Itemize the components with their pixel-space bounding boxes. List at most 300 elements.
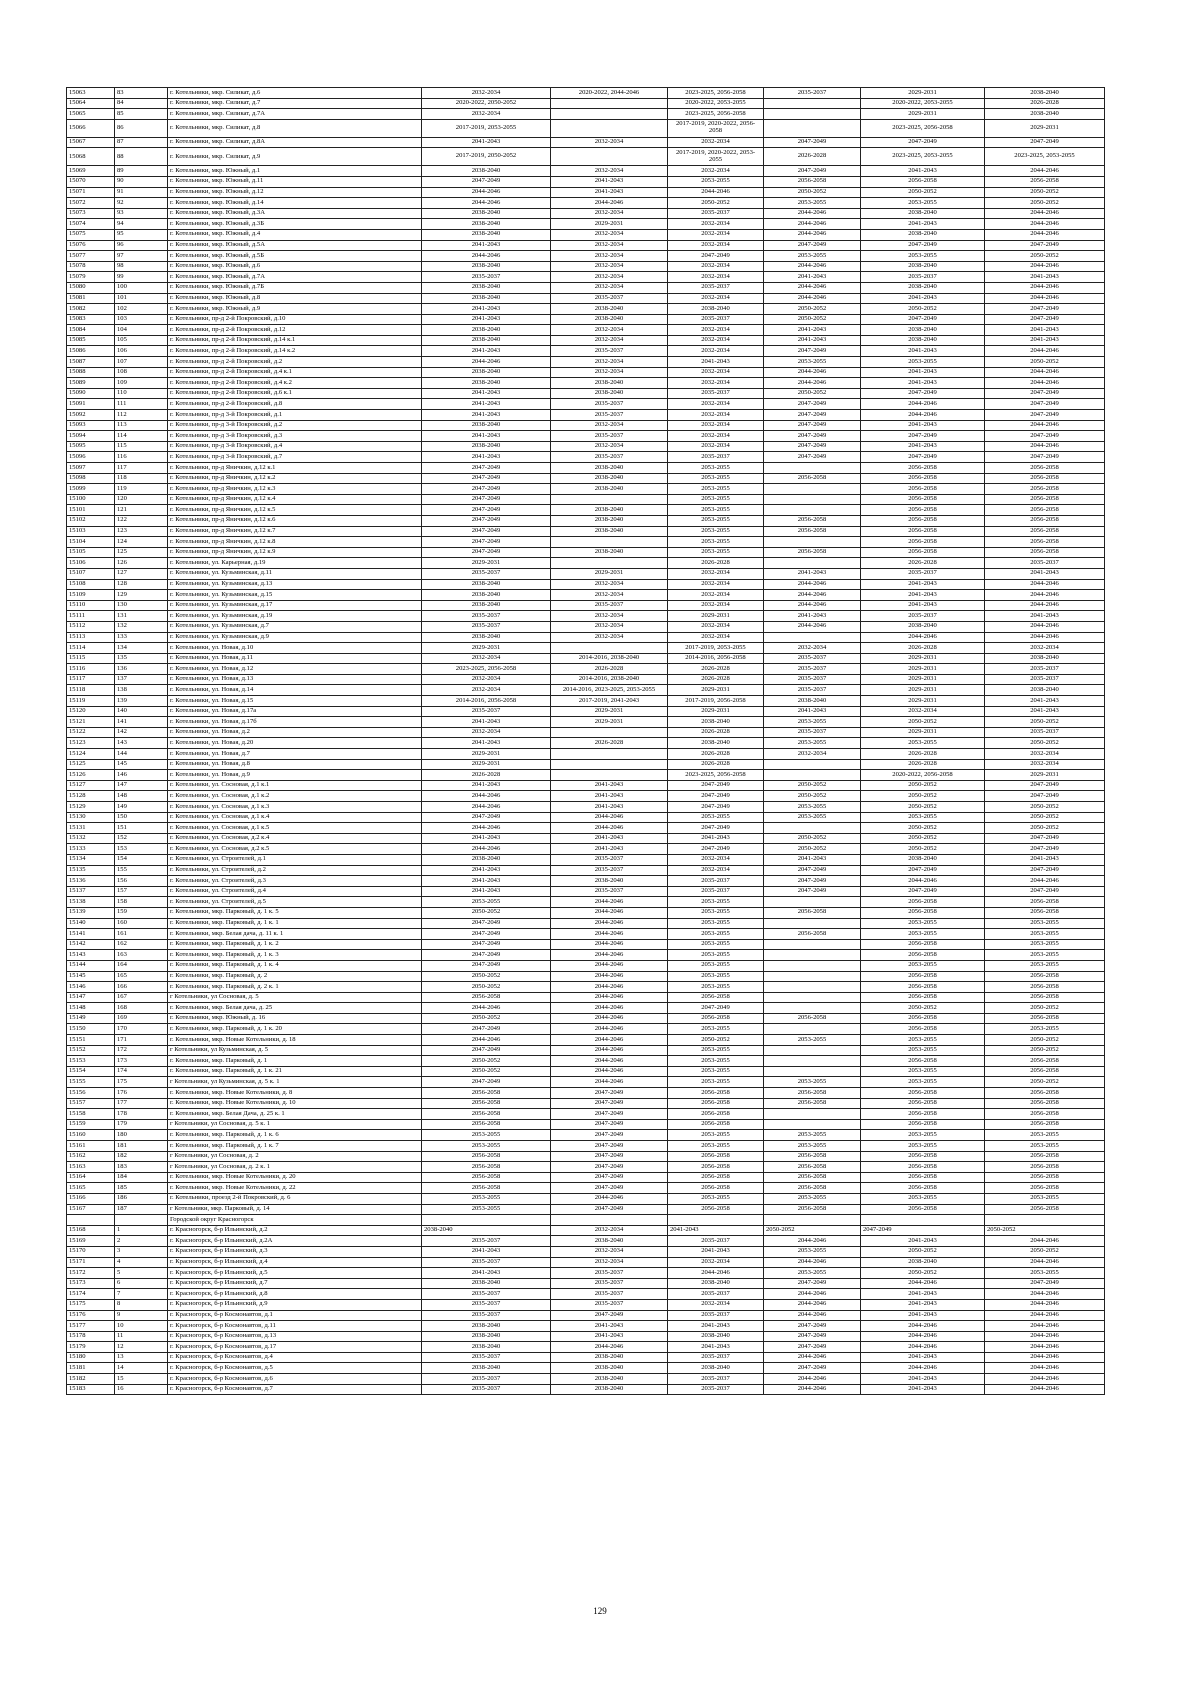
period-4-cell: 2047-2049 — [764, 1342, 861, 1353]
record-number-cell: 15174 — [67, 1289, 115, 1300]
period-2-cell: 2032-2034 — [551, 441, 668, 452]
item-index-cell: 132 — [115, 621, 168, 632]
period-3-cell: 2041-2043 — [668, 1246, 764, 1257]
item-index-cell: 179 — [115, 1119, 168, 1130]
period-1-cell: 2038-2040 — [422, 1225, 551, 1236]
period-6-cell: 2047-2049 — [985, 844, 1105, 855]
period-3-cell: 2053-2055 — [668, 526, 764, 537]
period-2-cell: 2047-2049 — [551, 1183, 668, 1194]
address-cell: г. Котельники, мкр. Силикат, д.7А — [168, 109, 422, 120]
period-3-cell: 2032-2034 — [668, 600, 764, 611]
period-6-cell: 2044-2046 — [985, 1342, 1105, 1353]
table-row — [67, 1278, 1105, 1289]
table-row — [67, 918, 1105, 929]
period-6-cell: 2050-2052 — [985, 738, 1105, 749]
period-4-cell: 2056-2058 — [764, 929, 861, 940]
table-row — [67, 971, 1105, 982]
item-index-cell: 136 — [115, 664, 168, 675]
period-4-cell: 2056-2058 — [764, 1183, 861, 1194]
period-3-cell: 2032-2034 — [668, 1257, 764, 1268]
period-4-cell: 2044-2046 — [764, 1299, 861, 1310]
period-2-cell: 2032-2034 — [551, 1246, 668, 1257]
period-2-cell: 2035-2037 — [551, 1299, 668, 1310]
period-4-cell: 2044-2046 — [764, 367, 861, 378]
record-number-cell: 15099 — [67, 484, 115, 495]
period-3-cell: 2050-2052 — [668, 198, 764, 209]
period-4-cell — [764, 558, 861, 569]
record-number-cell: 15130 — [67, 812, 115, 823]
address-cell: г. Котельники, пр-д 3-й Покровский, д.3 — [168, 431, 422, 442]
period-5-cell: 2056-2058 — [861, 1162, 985, 1173]
item-index-cell: 145 — [115, 759, 168, 770]
period-5-cell: 2041-2043 — [861, 441, 985, 452]
record-number-cell: 15068 — [67, 148, 115, 166]
period-5-cell: 2023-2025, 2053-2055 — [861, 148, 985, 166]
period-1-cell: 2050-2052 — [422, 982, 551, 993]
period-5-cell: 2053-2055 — [861, 812, 985, 823]
item-index-cell: 170 — [115, 1024, 168, 1035]
period-1-cell: 2029-2031 — [422, 643, 551, 654]
period-3-cell: 2041-2043 — [668, 1342, 764, 1353]
period-3-cell: 2053-2055 — [668, 897, 764, 908]
period-6-cell: 2041-2043 — [985, 325, 1105, 336]
address-cell: г. Котельники, пр-д 2-й Покровский, д.2 — [168, 357, 422, 368]
period-3-cell: 2035-2037 — [668, 452, 764, 463]
item-index-cell: 125 — [115, 547, 168, 558]
period-2-cell — [551, 148, 668, 166]
address-cell: г. Котельники, мкр. Южный, д.4 — [168, 229, 422, 240]
period-4-cell — [764, 971, 861, 982]
record-number-cell: 15063 — [67, 88, 115, 99]
period-1-cell: 2047-2049 — [422, 950, 551, 961]
period-1-cell: 2044-2046 — [422, 844, 551, 855]
period-2-cell: 2038-2040 — [551, 473, 668, 484]
period-2-cell: 2038-2040 — [551, 505, 668, 516]
record-number-cell: 15126 — [67, 770, 115, 781]
period-1-cell: 2035-2037 — [422, 611, 551, 622]
item-index-cell: 5 — [115, 1268, 168, 1279]
period-5-cell: 2035-2037 — [861, 272, 985, 283]
period-3-cell: 2053-2055 — [668, 1130, 764, 1141]
period-3-cell: 2047-2049 — [668, 844, 764, 855]
period-4-cell: 2056-2058 — [764, 1151, 861, 1162]
item-index-cell: 1 — [115, 1225, 168, 1236]
period-5-cell: 2029-2031 — [861, 88, 985, 99]
period-2-cell: 2044-2046 — [551, 982, 668, 993]
period-6-cell: 2050-2052 — [985, 1077, 1105, 1088]
period-3-cell: 2035-2037 — [668, 1310, 764, 1321]
record-number-cell: 15152 — [67, 1045, 115, 1056]
record-number-cell: 15123 — [67, 738, 115, 749]
address-cell: г. Котельники, пр-д Яничкин, д.12 к.2 — [168, 473, 422, 484]
period-5-cell: 2038-2040 — [861, 621, 985, 632]
period-3-cell: 2053-2055 — [668, 812, 764, 823]
table-row — [67, 621, 1105, 632]
period-4-cell: 2053-2055 — [764, 1035, 861, 1046]
period-6-cell: 2047-2049 — [985, 1278, 1105, 1289]
address-cell: г. Котельники, пр-д Яничкин, д.12 к.9 — [168, 547, 422, 558]
period-5-cell: 2053-2055 — [861, 1045, 985, 1056]
record-number-cell: 15080 — [67, 282, 115, 293]
period-6-cell: 2044-2046 — [985, 1321, 1105, 1332]
address-cell: г. Котельники, мкр. Южный, д.3Б — [168, 219, 422, 230]
period-3-cell: 2038-2040 — [668, 1363, 764, 1374]
record-number-cell: 15163 — [67, 1162, 115, 1173]
record-number-cell: 15081 — [67, 293, 115, 304]
item-index-cell: 186 — [115, 1193, 168, 1204]
period-5-cell: 2038-2040 — [861, 335, 985, 346]
period-5-cell: 2041-2043 — [861, 1310, 985, 1321]
address-cell: г. Котельники, мкр. Силикат, д.7 — [168, 98, 422, 109]
address-cell: г. Котельники, пр-д 3-й Покровский, д.7 — [168, 452, 422, 463]
period-4-cell: 2044-2046 — [764, 229, 861, 240]
period-6-cell: 2044-2046 — [985, 876, 1105, 887]
period-2-cell: 2029-2031 — [551, 219, 668, 230]
address-cell: г. Котельники, пр-д Яничкин, д.12 к.8 — [168, 537, 422, 548]
table-row — [67, 1193, 1105, 1204]
period-2-cell: 2047-2049 — [551, 1151, 668, 1162]
period-5-cell: 2038-2040 — [861, 1257, 985, 1268]
period-1-cell: 2038-2040 — [422, 441, 551, 452]
address-cell: г. Котельники, ул. Новая, д.12 — [168, 664, 422, 675]
address-cell: г. Котельники, мкр. Южный, д.5А — [168, 240, 422, 251]
period-5-cell: 2047-2049 — [861, 452, 985, 463]
period-5-cell: 2044-2046 — [861, 399, 985, 410]
period-1-cell: 2047-2049 — [422, 960, 551, 971]
period-3-cell: 2026-2028 — [668, 558, 764, 569]
table-row — [67, 399, 1105, 410]
period-3-cell: 2032-2034 — [668, 325, 764, 336]
period-6-cell: 2044-2046 — [985, 346, 1105, 357]
period-6-cell: 2056-2058 — [985, 463, 1105, 474]
period-1-cell: 2035-2037 — [422, 706, 551, 717]
table-row — [67, 367, 1105, 378]
table-row — [67, 664, 1105, 675]
period-1-cell: 2035-2037 — [422, 272, 551, 283]
period-5-cell: 2047-2049 — [861, 431, 985, 442]
item-index-cell: 109 — [115, 378, 168, 389]
table-row — [67, 1035, 1105, 1046]
period-2-cell: 2032-2034 — [551, 166, 668, 177]
table-row — [67, 1299, 1105, 1310]
address-cell: г. Красногорск, б-р Ильинский, д.7 — [168, 1278, 422, 1289]
period-2-cell: 2035-2037 — [551, 600, 668, 611]
item-index-cell: 131 — [115, 611, 168, 622]
period-6-cell: 2050-2052 — [985, 823, 1105, 834]
period-5-cell: 2047-2049 — [861, 886, 985, 897]
period-3-cell: 2026-2028 — [668, 727, 764, 738]
period-5-cell: 2041-2043 — [861, 1374, 985, 1385]
period-5-cell: 2050-2052 — [861, 833, 985, 844]
address-cell: г. Котельники, ул. Новая, д.10 — [168, 643, 422, 654]
period-6-cell: 2044-2046 — [985, 229, 1105, 240]
period-4-cell: 2035-2037 — [764, 674, 861, 685]
period-3-cell: 2041-2043 — [668, 1321, 764, 1332]
table-row — [67, 431, 1105, 442]
period-1-cell: 2041-2043 — [422, 865, 551, 876]
period-2-cell: 2032-2034 — [551, 611, 668, 622]
period-4-cell — [764, 1056, 861, 1067]
period-3-cell: 2053-2055 — [668, 473, 764, 484]
period-2-cell: 2044-2046 — [551, 960, 668, 971]
item-index-cell: 160 — [115, 918, 168, 929]
table-row — [67, 1289, 1105, 1300]
period-1-cell: 2038-2040 — [422, 229, 551, 240]
period-5-cell: 2050-2052 — [861, 1246, 985, 1257]
period-2-cell: 2044-2046 — [551, 812, 668, 823]
period-5-cell: 2035-2037 — [861, 611, 985, 622]
address-cell: г. Котельники, мкр. Парковый, д. 1 к. 2 — [168, 939, 422, 950]
address-cell: г. Котельники, пр-д Яничкин, д.12 к.7 — [168, 526, 422, 537]
record-number-cell: 15075 — [67, 229, 115, 240]
period-5-cell: 2026-2028 — [861, 749, 985, 760]
address-cell: г. Котельники, мкр. Белая Дача, д. 25 к. 1 — [168, 1109, 422, 1120]
item-index-cell: 162 — [115, 939, 168, 950]
period-3-cell: 2053-2055 — [668, 547, 764, 558]
period-4-cell — [764, 950, 861, 961]
address-cell: г. Красногорск, б-р Ильинский, д.2А — [168, 1236, 422, 1247]
record-number-cell: 15125 — [67, 759, 115, 770]
period-4-cell — [764, 463, 861, 474]
item-index-cell: 175 — [115, 1077, 168, 1088]
period-2-cell: 2032-2034 — [551, 367, 668, 378]
period-5-cell: 2053-2055 — [861, 929, 985, 940]
item-index-cell: 98 — [115, 261, 168, 272]
period-4-cell: 2056-2058 — [764, 1162, 861, 1173]
period-1-cell: 2053-2055 — [422, 1204, 551, 1215]
address-cell: г. Котельники, ул. Кузьминская, д.13 — [168, 579, 422, 590]
period-4-cell: 2032-2034 — [764, 643, 861, 654]
period-4-cell: 2044-2046 — [764, 579, 861, 590]
table-row — [67, 780, 1105, 791]
address-cell: г. Котельники, ул. Карьерная, д.19 — [168, 558, 422, 569]
period-1-cell: 2044-2046 — [422, 357, 551, 368]
period-2-cell: 2047-2049 — [551, 1098, 668, 1109]
period-4-cell: 2047-2049 — [764, 346, 861, 357]
period-3-cell: 2053-2055 — [668, 505, 764, 516]
period-1-cell: 2047-2049 — [422, 463, 551, 474]
address-cell: г Котельники, ул Сосновая, д. 5 к. 1 — [168, 1119, 422, 1130]
record-number-cell: 15071 — [67, 187, 115, 198]
period-6-cell: 2044-2046 — [985, 1299, 1105, 1310]
record-number-cell: 15170 — [67, 1246, 115, 1257]
record-number-cell: 15155 — [67, 1077, 115, 1088]
address-cell: г. Котельники, мкр. Белая дача, д. 25 — [168, 1003, 422, 1014]
period-1-cell: 2038-2040 — [422, 1321, 551, 1332]
record-number-cell: 15086 — [67, 346, 115, 357]
record-number-cell: 15120 — [67, 706, 115, 717]
period-6-cell: 2044-2046 — [985, 1310, 1105, 1321]
table-row — [67, 441, 1105, 452]
address-cell: г. Котельники, ул. Строителей, д.5 — [168, 897, 422, 908]
period-4-cell — [764, 1045, 861, 1056]
record-number-cell: 15172 — [67, 1268, 115, 1279]
record-number-cell: 15078 — [67, 261, 115, 272]
address-cell: г. Красногорск, б-р Ильинский, д.3 — [168, 1246, 422, 1257]
period-6-cell: 2044-2046 — [985, 1289, 1105, 1300]
item-index-cell: 154 — [115, 854, 168, 865]
period-4-cell: 2047-2049 — [764, 240, 861, 251]
period-4-cell: 2053-2055 — [764, 1193, 861, 1204]
item-index-cell: 138 — [115, 685, 168, 696]
period-4-cell: 2053-2055 — [764, 1130, 861, 1141]
table-row — [67, 1204, 1105, 1215]
period-4-cell: 2053-2055 — [764, 1141, 861, 1152]
period-6-cell: 2047-2049 — [985, 780, 1105, 791]
item-index-cell: 133 — [115, 632, 168, 643]
item-index-cell: 94 — [115, 219, 168, 230]
table-row — [67, 897, 1105, 908]
table-row — [67, 1331, 1105, 1342]
period-6-cell: 2050-2052 — [985, 1035, 1105, 1046]
period-5-cell: 2020-2022, 2053-2055 — [861, 98, 985, 109]
table-row — [67, 137, 1105, 148]
period-3-cell: 2053-2055 — [668, 1045, 764, 1056]
period-5-cell: 2047-2049 — [861, 314, 985, 325]
item-index-cell: 178 — [115, 1109, 168, 1120]
period-5-cell: 2044-2046 — [861, 1321, 985, 1332]
record-number-cell: 15181 — [67, 1363, 115, 1374]
item-index-cell: 110 — [115, 388, 168, 399]
address-cell: г. Котельники, ул. Новая, д.15 — [168, 696, 422, 707]
item-index-cell: 156 — [115, 876, 168, 887]
item-index-cell: 100 — [115, 282, 168, 293]
item-index-cell: 163 — [115, 950, 168, 961]
period-4-cell: 2044-2046 — [764, 208, 861, 219]
period-3-cell: 2053-2055 — [668, 463, 764, 474]
period-2-cell: 2044-2046 — [551, 1342, 668, 1353]
record-number-cell: 15077 — [67, 251, 115, 262]
table-row — [67, 251, 1105, 262]
item-index-cell: 129 — [115, 590, 168, 601]
address-cell: г. Котельники, ул. Кузьминская, д.19 — [168, 611, 422, 622]
period-5-cell: 2050-2052 — [861, 187, 985, 198]
period-6-cell: 2050-2052 — [985, 717, 1105, 728]
address-cell: г. Котельники, мкр. Южный, д.9 — [168, 304, 422, 315]
period-1-cell: 2035-2037 — [422, 1299, 551, 1310]
period-2-cell: 2032-2034 — [551, 325, 668, 336]
period-5-cell: 2053-2055 — [861, 918, 985, 929]
period-1-cell: 2038-2040 — [422, 367, 551, 378]
period-4-cell: 2044-2046 — [764, 261, 861, 272]
table-row — [67, 176, 1105, 187]
period-4-cell — [764, 484, 861, 495]
period-3-cell: 2029-2031 — [668, 611, 764, 622]
item-index-cell: 92 — [115, 198, 168, 209]
period-4-cell: 2050-2052 — [764, 187, 861, 198]
period-2-cell: 2038-2040 — [551, 1374, 668, 1385]
period-4-cell: 2026-2028 — [764, 148, 861, 166]
period-3-cell: 2041-2043 — [668, 833, 764, 844]
item-index-cell: 107 — [115, 357, 168, 368]
period-4-cell: 2047-2049 — [764, 1331, 861, 1342]
period-3-cell: 2032-2034 — [668, 166, 764, 177]
period-6-cell: 2053-2055 — [985, 918, 1105, 929]
address-cell: г. Котельники, ул. Новая, д.17а — [168, 706, 422, 717]
period-2-cell: 2047-2049 — [551, 1172, 668, 1183]
table-row — [67, 727, 1105, 738]
address-cell: г. Котельники, ул. Сосновая, д.1 к.1 — [168, 780, 422, 791]
table-row — [67, 526, 1105, 537]
item-index-cell: 141 — [115, 717, 168, 728]
period-1-cell: 2047-2049 — [422, 547, 551, 558]
address-cell: г. Котельники, ул. Новая, д.20 — [168, 738, 422, 749]
item-index-cell: 93 — [115, 208, 168, 219]
period-2-cell: 2044-2046 — [551, 198, 668, 209]
table-row — [67, 802, 1105, 813]
item-index-cell: 144 — [115, 749, 168, 760]
period-3-cell: 2053-2055 — [668, 960, 764, 971]
period-4-cell — [764, 1109, 861, 1120]
period-4-cell: 2047-2049 — [764, 1363, 861, 1374]
period-1-cell: 2020-2022, 2050-2052 — [422, 98, 551, 109]
period-5-cell: 2056-2058 — [861, 907, 985, 918]
period-4-cell: 2047-2049 — [764, 441, 861, 452]
record-number-cell: 15117 — [67, 674, 115, 685]
address-cell: г. Котельники, мкр. Южный, д.12 — [168, 187, 422, 198]
address-cell: г. Котельники, мкр. Силикат, д.9 — [168, 148, 422, 166]
period-1-cell: 2050-2052 — [422, 1066, 551, 1077]
record-number-cell: 15136 — [67, 876, 115, 887]
period-5-cell: 2041-2043 — [861, 293, 985, 304]
period-3-cell: 2014-2016, 2056-2058 — [668, 653, 764, 664]
period-1-cell: 2047-2049 — [422, 494, 551, 505]
period-2-cell: 2035-2037 — [551, 346, 668, 357]
record-number-cell: 15115 — [67, 653, 115, 664]
table-row — [67, 1310, 1105, 1321]
period-2-cell: 2032-2034 — [551, 357, 668, 368]
record-number-cell: 15141 — [67, 929, 115, 940]
period-3-cell: 2035-2037 — [668, 1236, 764, 1247]
period-3-cell: 2050-2052 — [668, 1035, 764, 1046]
table-row — [67, 907, 1105, 918]
period-3-cell: 2053-2055 — [668, 1193, 764, 1204]
period-3-cell: 2032-2034 — [668, 621, 764, 632]
period-1-cell: 2047-2049 — [422, 1024, 551, 1035]
record-number-cell — [67, 1215, 115, 1226]
table-row — [67, 685, 1105, 696]
period-2-cell: 2044-2046 — [551, 939, 668, 950]
period-5-cell: 2038-2040 — [861, 325, 985, 336]
period-2-cell: 2041-2043 — [551, 1331, 668, 1342]
period-2-cell: 2038-2040 — [551, 1236, 668, 1247]
period-5-cell: 2056-2058 — [861, 971, 985, 982]
table-row — [67, 950, 1105, 961]
period-1-cell: 2044-2046 — [422, 791, 551, 802]
period-4-cell: 2044-2046 — [764, 621, 861, 632]
period-3-cell: 2017-2019, 2053-2055 — [668, 643, 764, 654]
period-3-cell: 2032-2034 — [668, 229, 764, 240]
period-4-cell: 2056-2058 — [764, 473, 861, 484]
period-1-cell: 2035-2037 — [422, 1257, 551, 1268]
period-2-cell: 2032-2034 — [551, 272, 668, 283]
address-cell: г. Котельники, пр-д 2-й Покровский, д.4 к.1 — [168, 367, 422, 378]
period-1-cell: 2044-2046 — [422, 823, 551, 834]
address-cell: г. Котельники, пр-д 2-й Покровский, д.12 — [168, 325, 422, 336]
period-3-cell: 2038-2040 — [668, 304, 764, 315]
period-1-cell — [422, 1215, 551, 1226]
period-1-cell: 2044-2046 — [422, 1003, 551, 1014]
period-3-cell: 2032-2034 — [668, 441, 764, 452]
period-2-cell: 2044-2046 — [551, 897, 668, 908]
period-4-cell: 2056-2058 — [764, 547, 861, 558]
address-cell: г. Котельники, мкр. Парковый, д. 1 к. 20 — [168, 1024, 422, 1035]
table-row — [67, 992, 1105, 1003]
table-row — [67, 98, 1105, 109]
period-4-cell: 2041-2043 — [764, 272, 861, 283]
period-5-cell: 2041-2043 — [861, 1352, 985, 1363]
address-cell: г. Красногорск, б-р Ильинский, д.2 — [168, 1225, 422, 1236]
